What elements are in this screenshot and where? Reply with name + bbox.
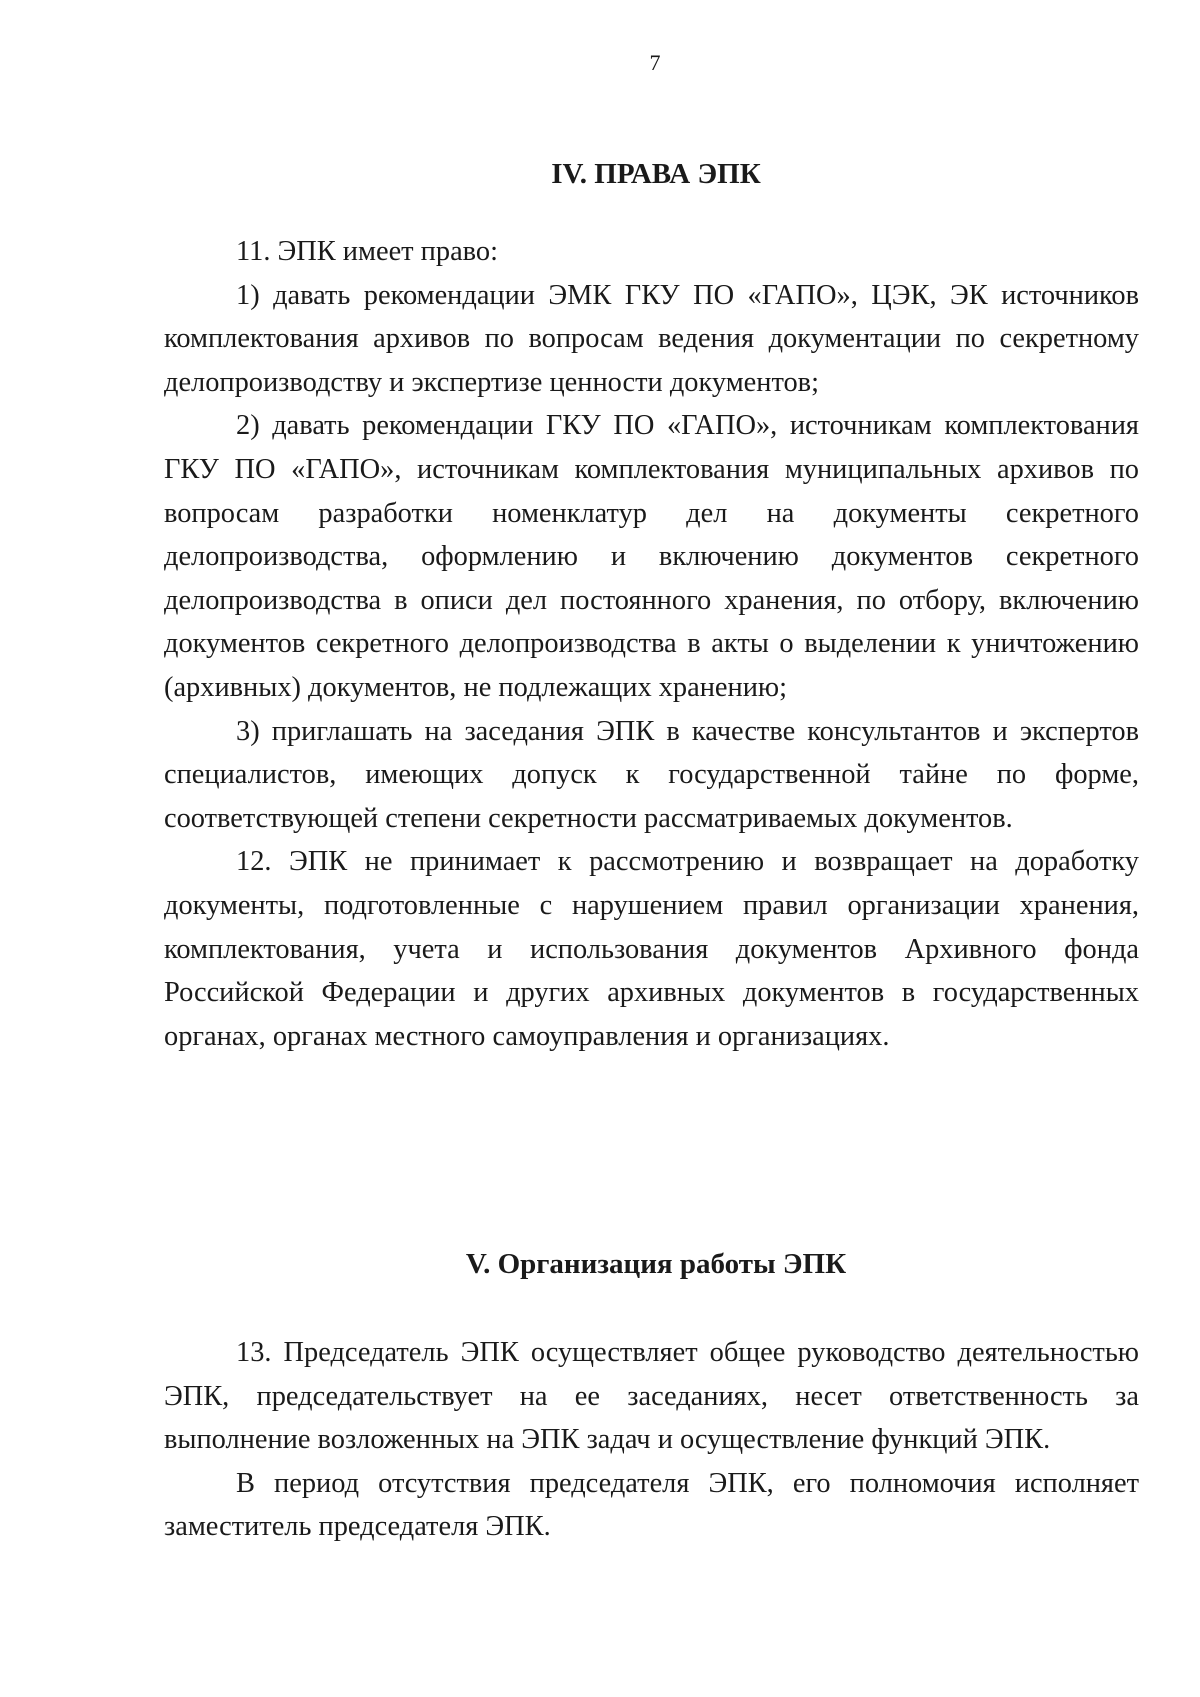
page-number: 7 xyxy=(649,50,661,75)
section-v-body xyxy=(164,1331,1139,1549)
paragraph-13: 13. Председатель ЭПК осуществляет общее руководство деятельностью ЭПК, председательствует на ее заседаниях, несет ответственность за выполнение возложенных на ЭПК задач и осуществление функций ЭПК. xyxy=(164,1337,1139,1456)
paragraph-11-item-1: 1) давать рекомендации ЭМК ГКУ ПО «ГАПО», ЦЭК, ЭК источников комплектования архивов по вопросам ведения документации по секретному делопроизводству и экспертизе ценности документов; xyxy=(164,279,1139,398)
paragraph-11-intro: 11. ЭПК имеет право: xyxy=(236,236,498,267)
paragraph-13-deputy: В период отсутствия председателя ЭПК, его полномочия исполняет заместитель председателя ЭПК. xyxy=(164,1467,1139,1543)
section-iv-body xyxy=(164,230,1139,1058)
section-v-heading: V. Организация работы ЭПК xyxy=(465,1248,847,1280)
paragraph-12: 12. ЭПК не принимает к рассмотрению и возвращает на доработку документы, подготовленные с нарушением правил организации хранения, комплектования, учета и использования документов Архивного фонда Российской Федерации и других архивных документов в государственных органах, органах местного самоуправления и организациях. xyxy=(164,846,1139,1052)
paragraph-11-item-3: 3) приглашать на заседания ЭПК в качестве консультантов и экспертов специалистов, имеющих допуск к государственной тайне по форме, соответствующей степени секретности рассматриваемых документов. xyxy=(164,715,1139,834)
paragraph-11-item-2: 2) давать рекомендации ГКУ ПО «ГАПО», источникам комплектования ГКУ ПО «ГАПО», источникам комплектования муниципальных архивов по вопросам разработки номенклатур дел на документы секретного делопроизводства, оформлению и включению документов секретного делопроизводства в описи дел постоянного хранения, по отбору, включению документов секретного делопроизводства в акты о выделении к уничтожению (архивных) документов, не подлежащих хранению; xyxy=(164,410,1139,703)
section-iv-heading: IV. ПРАВА ЭПК xyxy=(551,158,761,190)
